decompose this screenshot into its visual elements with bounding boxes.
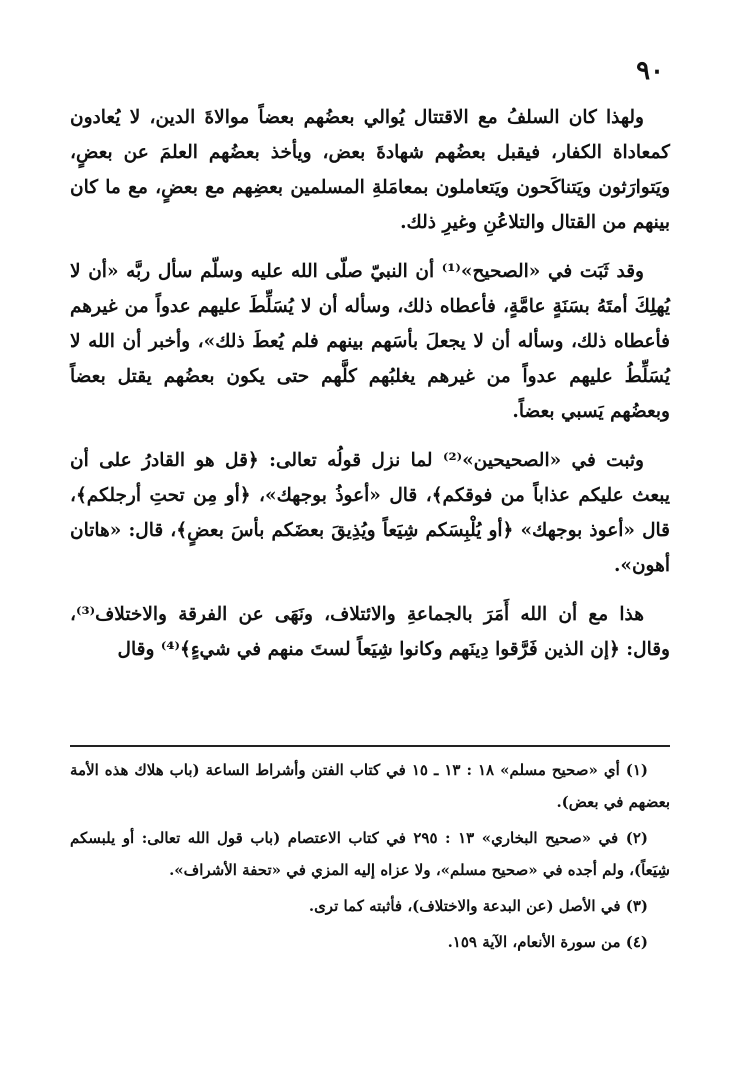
footnotes	[70, 754, 670, 958]
footnote-1: (١) أي «صحيح مسلم» ١٨ : ١٣ ـ ١٥ في كتاب الفتن وأشراط الساعة (باب هلاك هذه الأمة بعضهم في بعض).	[70, 761, 670, 811]
footnote-2: (٢) في «صحيح البخاري» ١٣ : ٢٩٥ في كتاب الاعتصام (باب قول الله تعالى: أو يلبسكم شِيَعاً)، ولم أجده في «صحيح مسلم»، ولا عزاه إليه المزي في «تحفة الأشراف».	[70, 829, 670, 879]
page-number: ٩٠	[636, 56, 664, 86]
footnote-3: (٣) في الأصل (عن البدعة والاختلاف)، فأثبته كما ترى.	[308, 897, 648, 915]
footnote-divider	[70, 745, 670, 747]
footnote-4: (٤) من سورة الأنعام، الآية ١٥٩.	[447, 933, 648, 951]
paragraph-1: ولهذا كان السلفُ مع الاقتتال يُوالي بعضُهم بعضاً موالاةَ الدين، لا يُعادون كمعاداة الكفار، فيقبل بعضُهم شهادةَ بعض، ويأخذ بعضُهم العلمَ عن بعضٍ، ويَتوارَثون ويَتناكَحون ويَتعاملون بمعامَلةِ المسلمين بعضِهم مع بعضٍ، مع ما كان بينهم من القتال والتلاعُنِ وغيرِ ذلك.	[70, 107, 670, 233]
main-text	[70, 100, 670, 667]
paragraph-2: وقد ثَبَت في «الصحيح»⁽¹⁾ أن النبيّ صلّى الله عليه وسلّم سأل ربَّه «أن لا يُهلِكَ أمتَهُ بسَنَةٍ عامَّةٍ، فأعطاه ذلك، وسأله أن لا يُسَلِّطَ عليهم عدواً من غيرهم فأعطاه ذلك، وسأله أن لا يجعلَ بأسَهم بينهم فلم يُعطَ ذلك»، وأخبر أن الله لا يُسَلِّطُ عليهم عدواً من غيرهم يغلبُهم كلَّهم حتى يكون بعضُهم يقتل بعضاً وبعضُهم يَسبي بعضاً.	[70, 261, 670, 422]
paragraph-4: هذا مع أن الله أَمَرَ بالجماعةِ والائتلاف، ونَهَى عن الفرقة والاختلاف⁽³⁾، وقال: ﴿إن الذين فَرَّقوا دِينَهم وكانوا شِيَعاً لستَ منهم في شيءٍ﴾⁽⁴⁾ وقال	[70, 604, 670, 660]
paragraph-3: وثبت في «الصحيحين»⁽²⁾ لما نزل قولُه تعالى: ﴿قل هو القادرُ على أن يبعث عليكم عذاباً من فوقكم﴾، قال «أعوذُ بوجهك»، ﴿أو مِن تحتِ أرجلكم﴾، قال «أعوذ بوجهك» ﴿أو يُلْبِسَكم شِيَعاً ويُذِيقَ بعضَكم بأسَ بعضٍ﴾، قال: «هاتان أهون».	[70, 450, 670, 576]
